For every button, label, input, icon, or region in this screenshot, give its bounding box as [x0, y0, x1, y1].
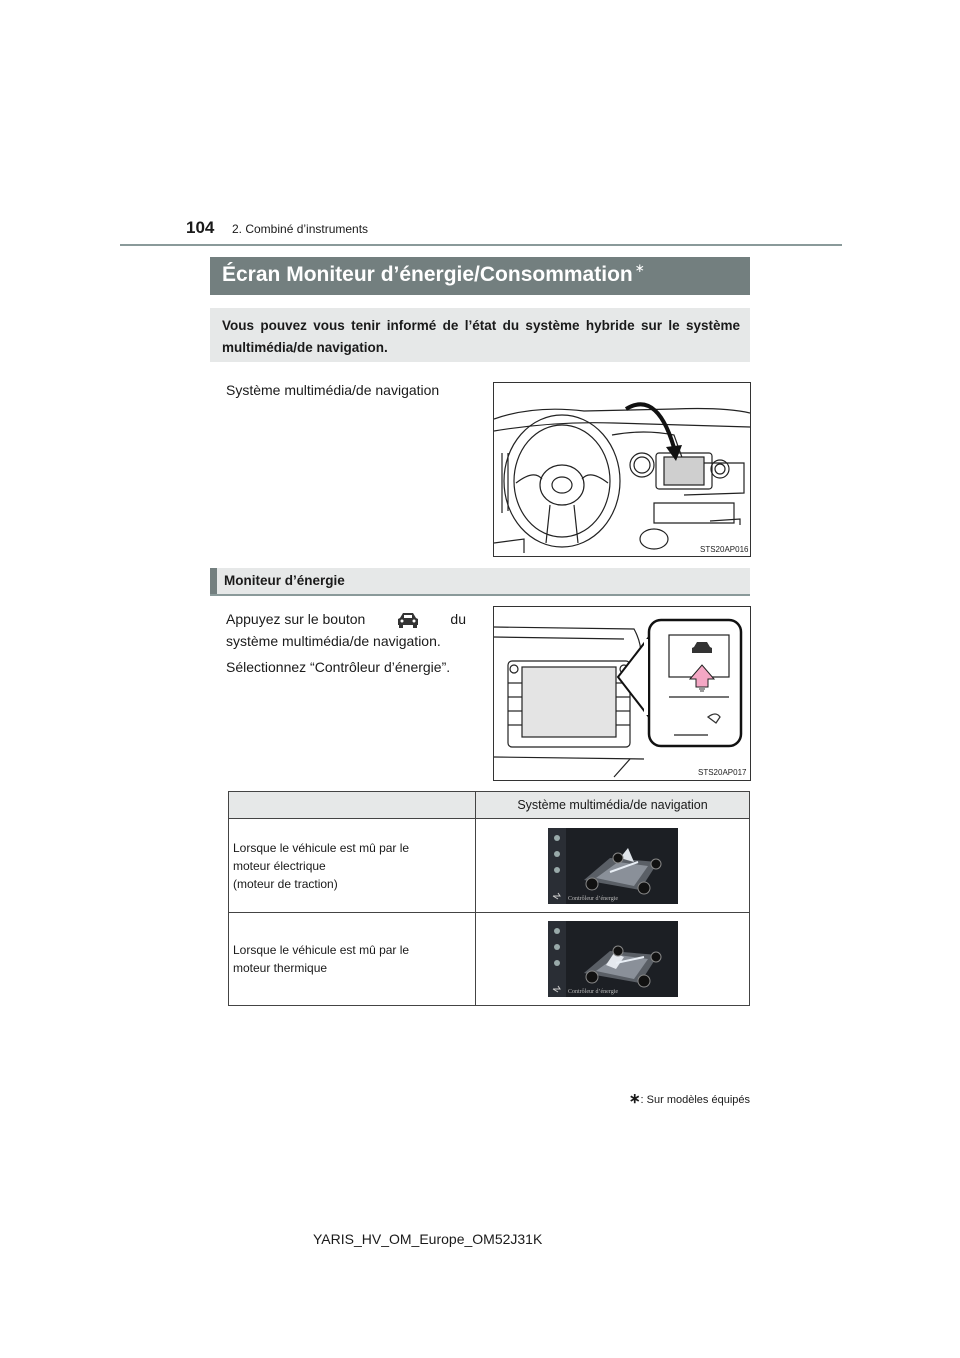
- row1-line3: (moteur de traction): [233, 876, 338, 891]
- header-rule: [120, 244, 842, 246]
- table-header-empty: [229, 792, 476, 819]
- row1-line2: moteur électrique: [233, 858, 326, 873]
- row1-screen-label: Contrôleur d’énergie: [567, 895, 618, 902]
- subsection-accent: [210, 568, 217, 594]
- figure1-code: STS20AP016: [700, 545, 749, 554]
- asterisk-mark: ∗: [634, 261, 645, 275]
- figure2-code: STS20AP017: [698, 768, 747, 777]
- figure-dashboard: [493, 382, 751, 557]
- figure1-caption: Système multimédia/de navigation: [226, 382, 440, 398]
- car-icon-svg: [395, 610, 421, 628]
- step-1: [226, 608, 466, 652]
- footnote-text: : Sur modèles équipés: [640, 1094, 750, 1106]
- energy-screen-thermal-art: [548, 921, 678, 997]
- step-1-text-before: Appuyez sur le bouton: [226, 611, 366, 627]
- table-header-row: [229, 792, 750, 819]
- table-cell-screen: [476, 819, 750, 913]
- intro-text: Vous pouvez vous tenir informé de l’état du système hybride sur le système multimédia/de navigation.: [222, 318, 740, 355]
- energy-screen-electric-art: [548, 828, 678, 904]
- dashboard-illustration: [494, 383, 750, 556]
- page-title-text: Écran Moniteur d’énergie/Consommation: [222, 263, 633, 286]
- footnote-mark: ∗: [628, 1090, 641, 1106]
- table-header-navigation: Système multimédia/de navigation: [476, 792, 750, 819]
- figure-multimedia: [493, 606, 751, 781]
- row2-line2: moteur thermique: [233, 961, 328, 975]
- row2-screen-label: Contrôleur d’énergie: [567, 989, 618, 995]
- page-number: 104: [186, 218, 215, 237]
- section-title: 2. Combiné d’instruments: [232, 222, 369, 236]
- row1-line1: Lorsque le véhicule est mû par le: [233, 840, 410, 855]
- page-title: [222, 263, 645, 287]
- subsection-title: Moniteur d’énergie: [224, 573, 345, 588]
- footnote: [629, 1090, 750, 1107]
- step-1-text-after: du: [450, 611, 466, 627]
- row2-line1: Lorsque le véhicule est mû par le: [233, 943, 410, 957]
- multimedia-illustration: [494, 607, 750, 780]
- footer-code: YARIS_HV_OM_Europe_OM52J31K: [313, 1231, 543, 1247]
- table-row: [229, 913, 750, 1006]
- table-cell-screen: [476, 913, 750, 1006]
- energy-screen-electric: [548, 828, 678, 904]
- energy-monitor-table: [228, 791, 750, 1006]
- car-icon: [395, 610, 421, 628]
- table-cell-label: [229, 913, 476, 1006]
- energy-screen-thermal: [548, 921, 678, 997]
- step-2: Sélectionnez “Contrôleur d’énergie”.: [226, 659, 451, 675]
- step-1-line2: système multimédia/de navigation.: [226, 633, 441, 649]
- table-row: [229, 819, 750, 913]
- table-cell-label: [229, 819, 476, 913]
